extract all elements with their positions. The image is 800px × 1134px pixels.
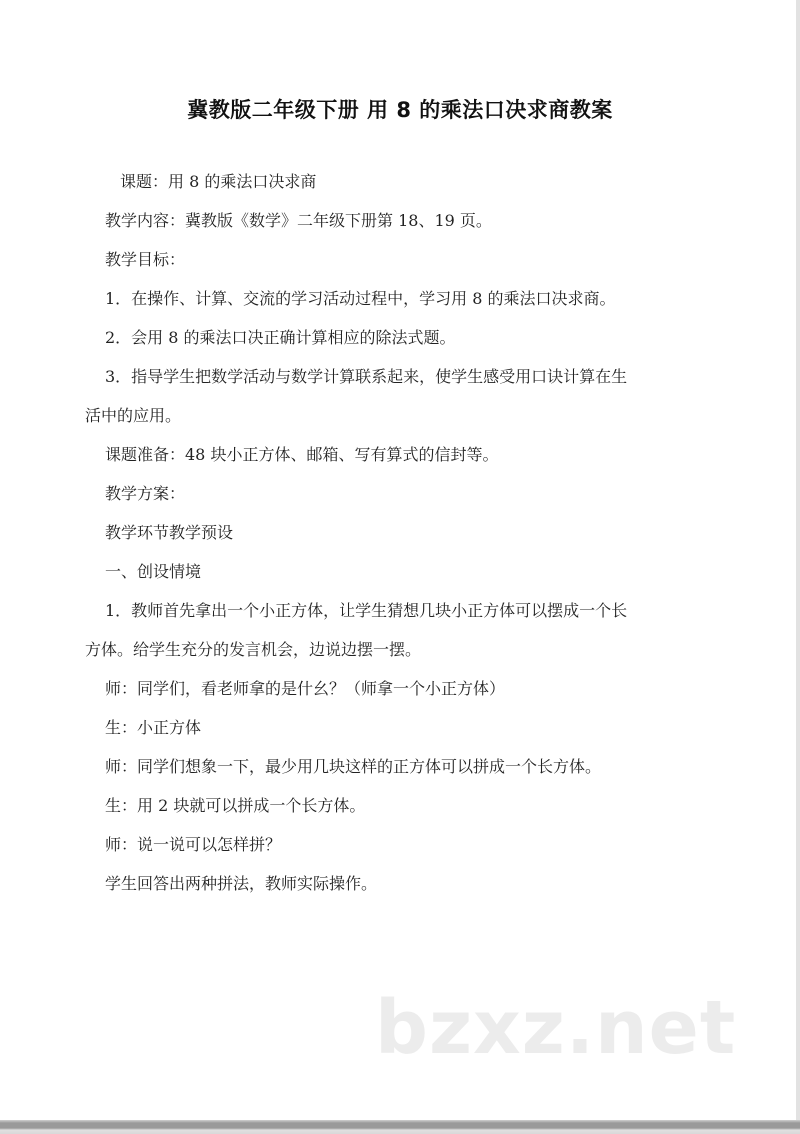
step-1-continued: 方体。给学生充分的发言机会，边说边摆一摆。 xyxy=(85,640,422,659)
plan-heading: 教学方案： xyxy=(105,484,186,503)
page-edge xyxy=(796,0,800,1120)
objective-3: 3．指导学生把数学活动与数学计算联系起来，使学生感受用口诀计算在生 xyxy=(105,367,628,386)
watermark: bzxz.net xyxy=(375,985,737,1071)
topic-line: 课题：用 8 的乘法口决求商 xyxy=(120,172,317,191)
preparation-line: 课题准备：48 块小正方体、邮箱、写有算式的信封等。 xyxy=(105,445,499,464)
objective-3-continued: 活中的应用。 xyxy=(85,406,182,425)
step-1: 1．教师首先拿出一个小正方体，让学生猜想几块小正方体可以摆成一个长 xyxy=(105,601,628,620)
objective-1: 1．在操作、计算、交流的学习活动过程中，学习用 8 的乘法口决求商。 xyxy=(105,289,616,308)
dialogue-student-2: 生：用 2 块就可以拼成一个长方体。 xyxy=(105,796,366,815)
objective-2: 2．会用 8 的乘法口决正确计算相应的除法式题。 xyxy=(105,328,456,347)
content-line: 教学内容：冀教版《数学》二年级下册第 18、19 页。 xyxy=(105,211,492,230)
dialogue-student-1: 生：小正方体 xyxy=(105,718,202,737)
document-title: 冀教版二年级下册 用 8 的乘法口决求商教案 xyxy=(187,98,613,122)
dialogue-teacher-3: 师：说一说可以怎样拼？ xyxy=(105,835,282,854)
objectives-heading: 教学目标： xyxy=(105,250,186,269)
horizontal-scrollbar[interactable] xyxy=(0,1120,800,1134)
dialogue-teacher-2: 师：同学们想象一下，最少用几块这样的正方体可以拼成一个长方体。 xyxy=(105,757,602,776)
dialogue-teacher-1: 师：同学们，看老师拿的是什幺？（师拿一个小正方体） xyxy=(105,679,506,698)
stages-heading: 教学环节教学预设 xyxy=(105,523,234,542)
section-1-heading: 一、创设情境 xyxy=(105,562,202,581)
student-answer-line: 学生回答出两种拼法，教师实际操作。 xyxy=(105,874,378,893)
